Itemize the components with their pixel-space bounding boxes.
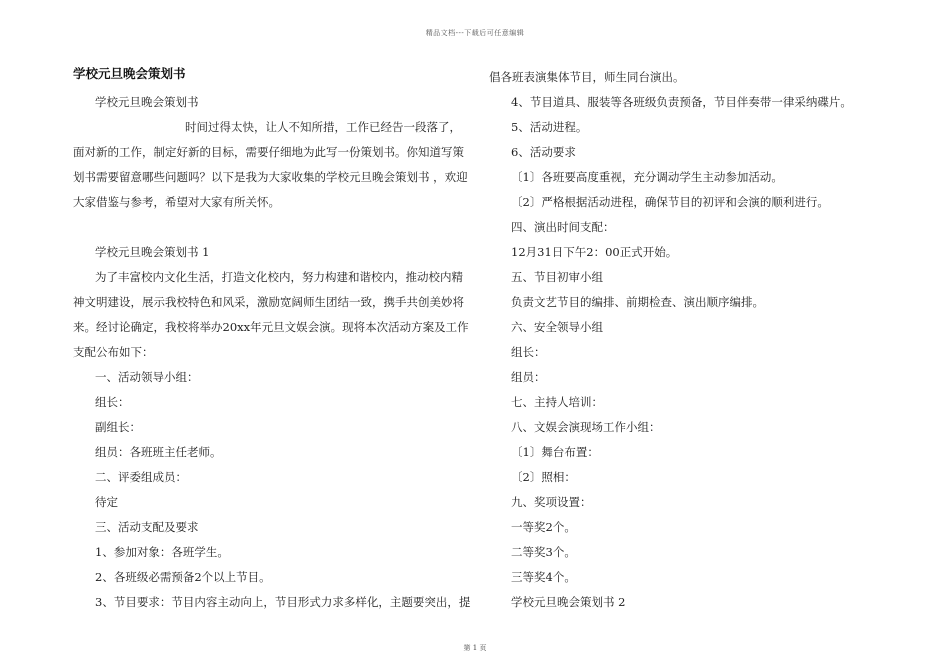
intro-line: 大家借鉴与参考，希望对大家有所关怀。 bbox=[73, 195, 280, 209]
list-item: 五、节目初审小组 bbox=[511, 270, 603, 284]
list-item: 组员：各班班主任老师。 bbox=[95, 445, 222, 459]
list-item: 6、活动要求 bbox=[511, 145, 576, 159]
list-item: 七、主持人培训： bbox=[511, 395, 603, 409]
list-item: 六、安全领导小组 bbox=[511, 320, 603, 334]
list-item: 三等奖4个。 bbox=[511, 570, 576, 584]
list-item: 2、各班级必需预备2个以上节目。 bbox=[95, 570, 271, 584]
intro-line: 面对新的工作，制定好新的目标，需要仔细地为此写一份策划书。你知道写策 bbox=[73, 145, 464, 159]
list-item: 3、节目要求：节目内容主动向上，节目形式力求多样化，主题要突出，提 bbox=[95, 595, 471, 609]
list-item: 三、活动支配及要求 bbox=[95, 520, 199, 534]
list-item: 二等奖3个。 bbox=[511, 545, 576, 559]
section-heading: 学校元旦晚会策划书 2 bbox=[511, 595, 626, 609]
page-number: 第 1 页 bbox=[463, 644, 487, 652]
list-item: 八、文娱会演现场工作小组： bbox=[511, 420, 661, 434]
document-title: 学校元旦晚会策划书 bbox=[73, 66, 186, 81]
intro-line: 时间过得太快，让人不知所措，工作已经告一段落了， bbox=[185, 120, 461, 134]
document-subtitle: 学校元旦晚会策划书 bbox=[95, 95, 199, 109]
list-item: 5、活动进程。 bbox=[511, 120, 588, 134]
list-item: 组长： bbox=[511, 345, 546, 359]
list-item: 四、演出时间支配： bbox=[511, 220, 615, 234]
list-item: 12月31日下午2：00正式开始。 bbox=[511, 245, 678, 259]
list-item: 〔2〕照相： bbox=[511, 470, 576, 484]
paragraph-line: 支配公布如下： bbox=[73, 345, 154, 359]
list-item: 〔2〕严格根据活动进程，确保节目的初评和会演的顺利进行。 bbox=[511, 195, 829, 209]
paragraph-line: 为了丰富校内文化生活，打造文化校内，努力构建和谐校内，推动校内精 bbox=[95, 270, 463, 284]
page-header: 精品文档---下载后可任意编辑 bbox=[425, 29, 525, 37]
list-item: 倡各班表演集体节目，师生同台演出。 bbox=[489, 70, 685, 84]
list-item: 负责文艺节目的编排、前期检查、演出顺序编排。 bbox=[511, 295, 764, 309]
intro-line: 划书需要留意哪些问题吗？以下是我为大家收集的学校元旦晚会策划书 ，欢迎 bbox=[73, 170, 468, 184]
list-item: 组长： bbox=[95, 395, 130, 409]
paragraph-line: 神文明建设，展示我校特色和风采，激励宽阔师生团结一致，携手共创美妙将 bbox=[73, 295, 464, 309]
list-item: 〔1〕各班要高度重视，充分调动学生主动参加活动。 bbox=[511, 170, 783, 184]
list-item: 副组长： bbox=[95, 420, 141, 434]
paragraph-line: 来。经讨论确定，我校将举办20xx年元旦文娱会演。现将本次活动方案及工作 bbox=[73, 320, 469, 334]
list-item: 二、评委组成员： bbox=[95, 470, 187, 484]
list-item: 〔1〕舞台布置： bbox=[511, 445, 599, 459]
list-item: 4、节目道具、服装等各班级负责预备，节目伴奏带一律采纳碟片。 bbox=[511, 95, 852, 109]
list-item: 组员： bbox=[511, 370, 546, 384]
list-item: 1、参加对象：各班学生。 bbox=[95, 545, 229, 559]
section-heading: 学校元旦晚会策划书 1 bbox=[95, 245, 210, 259]
list-item: 九、奖项设置： bbox=[511, 495, 592, 509]
list-item: 一等奖2个。 bbox=[511, 520, 576, 534]
list-item: 待定 bbox=[95, 495, 118, 509]
list-item: 一、活动领导小组： bbox=[95, 370, 199, 384]
